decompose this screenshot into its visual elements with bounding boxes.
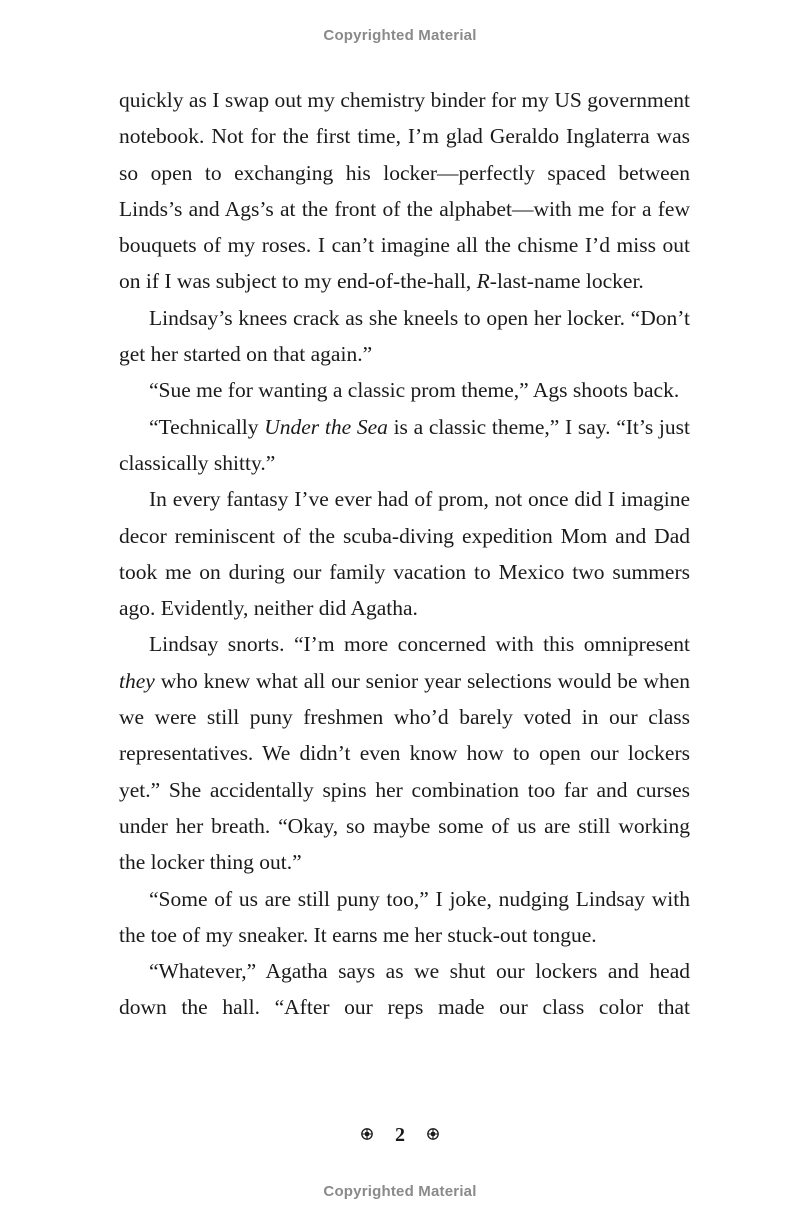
text-run: is a classic theme,” I say. “It’s just classically shitty.” xyxy=(119,414,690,475)
paragraph xyxy=(119,82,690,300)
paragraph xyxy=(119,481,690,626)
paragraph xyxy=(119,953,690,1026)
text-run: Lindsay snorts. “I’m more concerned with this omnipresent xyxy=(149,632,690,657)
italic-text: R xyxy=(476,269,490,294)
rose-ornament-icon xyxy=(427,1128,439,1140)
body-text xyxy=(119,82,690,1026)
copyright-watermark-bottom: Copyrighted Material xyxy=(323,1183,477,1200)
paragraph xyxy=(119,300,690,373)
text-run: “Sue me for wanting a classic prom theme,” Ags shoots back. xyxy=(149,378,680,403)
text-run: Lindsay’s knees crack as she kneels to open her locker. “Don’t get her started on that again.” xyxy=(119,305,690,367)
page-number: 2 xyxy=(395,1124,405,1146)
text-run: “Technically xyxy=(149,414,265,439)
text-run: who knew what all our senior year selections would be when we were still puny freshmen who’d barely voted in our class representatives. We didn’t even know how to open our lockers yet.” She accidentally spins her combination too far and curses under her breath. “Okay, so maybe some of us are still working the locker thing out.” xyxy=(119,668,690,875)
paragraph xyxy=(119,372,690,408)
paragraph xyxy=(119,409,690,482)
paragraph xyxy=(119,626,690,880)
rose-ornament-icon xyxy=(361,1128,373,1140)
paragraph xyxy=(119,881,690,954)
text-run: “Whatever,” Agatha says as we shut our lockers and head down the hall. “After our reps made our class color that xyxy=(119,959,690,1020)
text-run: In every fantasy I’ve ever had of prom, not once did I imagine decor reminiscent of the scuba-diving expedition Mom and Dad took me on during our family vacation to Mexico two summers ago. Evidently, neither did Agatha. xyxy=(119,487,690,621)
page-folio xyxy=(0,1124,800,1147)
text-run: “Some of us are still puny too,” I joke, nudging Lindsay with the toe of my sneaker. It earns me her stuck-out tongue. xyxy=(119,886,690,947)
italic-text: they xyxy=(119,668,155,693)
text-run: quickly as I swap out my chemistry binder for my US government notebook. Not for the first time, I’m glad Geraldo Inglaterra was so open to exchanging his locker—perfectly spaced between Linds’s and Ags’s at the front of the alphabet—with me for a few bouquets of my roses. I can’t imagine all the chisme I’d miss out on if I was subject to my end-of-the-hall, xyxy=(119,88,690,294)
copyright-watermark-top: Copyrighted Material xyxy=(323,27,477,44)
text-run: -last-name locker. xyxy=(489,269,644,294)
italic-text: Under the Sea xyxy=(264,414,388,439)
